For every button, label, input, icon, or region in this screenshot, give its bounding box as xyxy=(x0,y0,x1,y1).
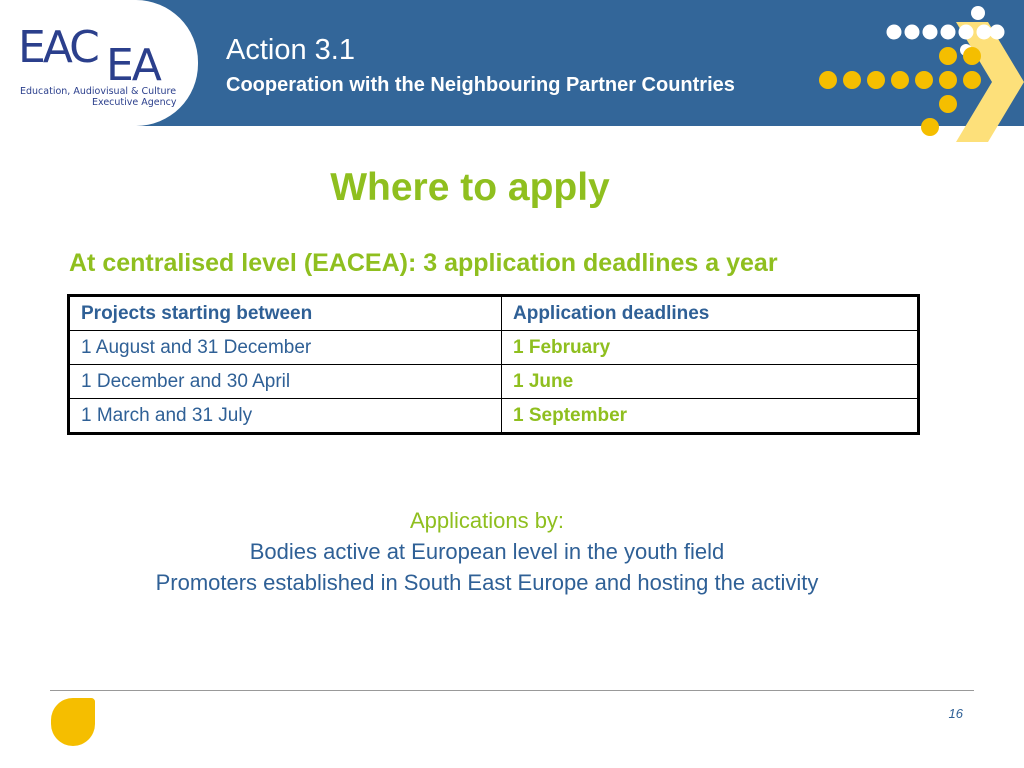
deadlines-table xyxy=(67,294,920,435)
dots-arrow-decoration xyxy=(800,0,1024,150)
action-title: Action 3.1 xyxy=(226,34,355,66)
logo-text-line1: Education, Audiovisual & Culture xyxy=(20,86,177,97)
section-subheading: At centralised level (EACEA): 3 application deadlines a year xyxy=(69,249,778,277)
table-header-row xyxy=(69,296,919,331)
applicant-type-item: Promoters established in South East Europe and hosting the activity xyxy=(155,570,819,595)
action-subtitle: Cooperation with the Neighbouring Partner Countries xyxy=(226,74,735,96)
footer-divider xyxy=(50,690,974,691)
applications-block xyxy=(0,505,974,598)
column-header-deadlines: Application deadlines xyxy=(502,296,919,331)
deadline-cell: 1 September xyxy=(502,399,919,434)
logo-mark-eac: EAC xyxy=(18,22,97,73)
projects-period-cell: 1 August and 31 December xyxy=(69,331,502,365)
table-row xyxy=(69,365,919,399)
table-row xyxy=(69,331,919,365)
page-heading: Where to apply xyxy=(330,166,610,209)
projects-period-cell: 1 March and 31 July xyxy=(69,399,502,434)
deadline-cell: 1 June xyxy=(502,365,919,399)
leaf-icon xyxy=(51,698,95,746)
table-row xyxy=(69,399,919,434)
logo-text-line2: Executive Agency xyxy=(92,97,177,108)
page-number: 16 xyxy=(948,706,963,721)
column-header-projects: Projects starting between xyxy=(69,296,502,331)
deadline-cell: 1 February xyxy=(502,331,919,365)
projects-period-cell: 1 December and 30 April xyxy=(69,365,502,399)
yellow-dots xyxy=(819,47,981,136)
eacea-logo xyxy=(0,0,198,126)
eacea-logo-mark xyxy=(16,16,176,82)
applicant-type-item: Bodies active at European level in the youth field xyxy=(249,539,725,564)
applications-label: Applications by: xyxy=(409,508,565,533)
logo-mark-ea: EA xyxy=(106,40,160,82)
